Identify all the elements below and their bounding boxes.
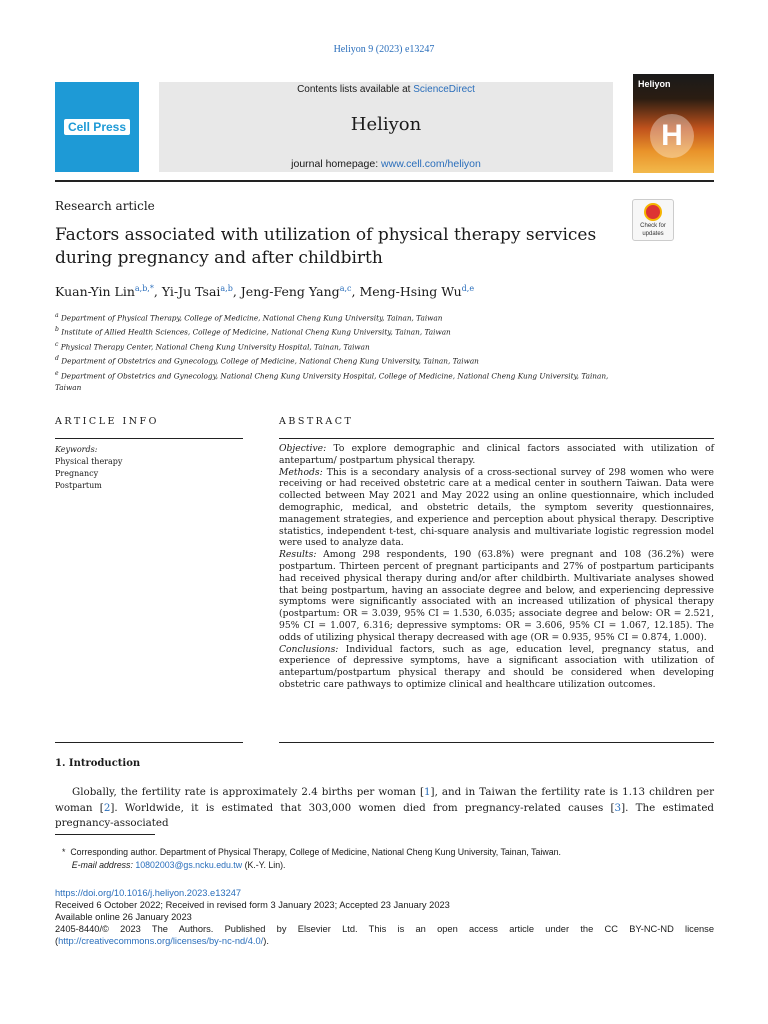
citation-link[interactable]: 1 [423,786,431,798]
contents-line [159,84,613,95]
license-close-paren: ). [263,936,269,946]
footnote-mark: * [62,847,66,857]
abstract-results [279,549,714,643]
affiliation-key: e [55,369,59,377]
intro-text-segment: Globally, the fertility rate is approximately 2.4 births per woman [ [72,786,424,798]
contents-prefix: Contents lists available at [297,84,414,95]
homepage-prefix: journal homepage: [291,158,382,170]
cover-letter: H [661,119,683,152]
license-link[interactable]: http://creativecommons.org/licenses/by-nc-nd/4.0/ [58,936,264,946]
author-name[interactable]: Kuan-Yin Lin [55,284,135,300]
email-label: E-mail address: [71,860,133,870]
journal-masthead [159,82,613,172]
check-updates-line2: updates [642,231,664,237]
footnote-divider [55,834,155,835]
cellpress-logo-text: Cell Press [64,119,130,135]
bookmark-icon [644,203,662,221]
affiliation-text: Department of Physical Therapy, College of Medicine, National Cheng Kung University, Tainan, Taiwan [60,313,443,323]
affiliation-text: Physical Therapy Center, National Cheng Kung University Hospital, Tainan, Taiwan [60,342,370,352]
keyword-item[interactable]: Postpartum [55,481,102,490]
affiliation-text: Institute of Allied Health Sciences, College of Medicine, National Cheng Kung University, Tainan, Taiwan [61,327,451,337]
check-updates-line1: Check for [640,223,666,229]
abstract-heading: ABSTRACT [279,416,354,427]
affiliation-item [55,310,615,324]
doi-link[interactable]: https://doi.org/10.1016/j.heliyon.2023.e13247 [55,888,242,898]
abstract-conclusions [279,644,714,691]
footnote-email-line [62,859,712,872]
license-link-line [55,935,714,947]
article-info-heading: ARTICLE INFO [55,416,159,427]
article-type: Research article [55,199,155,213]
article-title: Factors associated with utilization of physical therapy services during pregnancy and after childbirth [55,225,597,268]
affiliation-list [55,310,615,394]
abstract-label: Objective: [279,443,327,454]
keywords-block [55,444,122,492]
intro-text-segment: ], and in Taiwan the fertility rate is 1.13 children per woman [ [55,786,714,814]
footnote-corresponding [62,846,712,859]
affiliation-key: a [55,312,59,319]
affiliation-text: Department of Obstetrics and Gynecology, College of Medicine, National Cheng Kung University, Tainan, Taiwan [61,356,479,366]
affiliation-text: Department of Obstetrics and Gynecology, National Cheng Kung University Hospital, College of Medicine, National Cheng Kung University, Tainan, Taiwan [55,371,609,393]
abstract-label: Results: [279,549,317,561]
abstract-text: To explore demographic and clinical factors associated with utilization of antepartum/ postpartum physical therapy. [279,443,714,466]
homepage-line [159,158,613,170]
intro-text-segment: ]. Worldwide, it is estimated that 303,000 women died from pregnancy-related causes [ [110,801,615,814]
publication-info [55,887,714,947]
author-affiliation-marks[interactable]: a,b,* [134,284,154,293]
header-divider [55,180,714,182]
abstract-text: Among 298 respondents, 190 (63.8%) were pregnant and 108 (36.2%) were postpartum. Thirteen percent of pregnant participants and 27% of postpartum participants had received physical therapy during and/or after childbirth. Multivariate analyses showed that being postpartum, having an associate degree and below, and experiencing depressive symptoms were significantly associated with an increased utilization of physical therapy (postpartum: OR = 3.039, 95% CI = 1.530, 6.035; associate degree and below: OR = 2.521, 95% CI = 1.007, 6.316; depressive symptoms: OR = 3.606, 95% CI = 1.067, 12.185). The odds of utilizing physical therapy decreased with age (OR = 0.935, 95% CI = 0.874, 1.000). [279,549,714,643]
license-text: 2405-8440/© 2023 The Authors. Published by Elsevier Ltd. This is an open access article under the CC BY-NC-ND license [55,924,714,934]
citation-link[interactable]: 3 [614,801,622,814]
affiliation-item [55,353,615,367]
received-dates: Received 6 October 2022; Received in revised form 3 January 2023; Accepted 23 January 2023 [55,900,450,910]
intro-text-segment: ]. The estimated pregnancy-associated [55,801,714,829]
introduction-heading: 1. Introduction [55,758,141,769]
author-name[interactable]: Yi-Ju Tsai [161,284,221,300]
available-online: Available online 26 January 2023 [55,912,192,922]
journal-homepage-link[interactable]: www.cell.com/heliyon [381,158,481,170]
keyword-item[interactable]: Physical therapy [55,457,123,466]
author-affiliation-marks[interactable]: a,c [339,284,352,293]
email-suffix: (K.-Y. Lin). [244,860,286,870]
author-separator: , [351,284,360,300]
email-link[interactable]: 10802003@gs.ncku.edu.tw [135,860,243,870]
abstract-text: This is a secondary analysis of a cross-sectional survey of 298 women who were receiving or had received obstetric care at a medical center in southern Taiwan. Data were collected between May 2021 and May 2022 using an online questionnaire, which included demographic, medical, and obstetric details, the symptom severity questionnaires, management strategies, and experience and perception about physical therapy. Descriptive statistics, independent t-test, chi-square analysis and multivariate logistic regression model were used to analyze data. [279,466,714,549]
keyword-item[interactable]: Pregnancy [55,469,99,478]
journal-name: Heliyon [350,114,422,135]
abstract-label: Methods: [279,466,323,478]
license-open-paren: ( [55,936,59,946]
abstract-objective [279,443,714,467]
footnote-text: Corresponding author. Department of Physical Therapy, College of Medicine, National Cheng Kung University, Tainan, Taiwan. [70,847,561,857]
affiliation-item [55,324,615,338]
affiliation-item [55,339,615,353]
article-info-bottom-divider [55,742,243,743]
affiliation-key: c [55,340,59,348]
citation-link[interactable]: 2 [103,801,111,814]
author-affiliation-marks[interactable]: d,e [461,284,475,293]
keywords-label: Keywords: [55,445,98,454]
author-name[interactable]: Meng-Hsing Wu [359,284,462,300]
abstract-text: Individual factors, such as age, education level, pregnancy status, and experience of depressive symptoms, have a significant association with utilization of antepartum/postpartum physical therapy and should be considered when developing obstetric care pathways to optimize clinical and healthcare utilization outcomes. [279,643,714,690]
author-list [55,284,474,299]
introduction-paragraph [55,785,714,832]
journal-reference[interactable]: Heliyon 9 (2023) e13247 [333,44,435,55]
abstract-bottom-divider [279,742,714,743]
journal-cover-image[interactable] [633,74,714,173]
affiliation-key: b [55,326,59,334]
article-info-divider [55,438,243,439]
cellpress-logo[interactable] [55,82,139,172]
abstract-methods [279,467,714,550]
author-separator: , [153,284,162,300]
affiliation-key: d [55,355,59,363]
author-separator: , [232,284,241,300]
author-name[interactable]: Jeng-Feng Yang [240,284,340,300]
author-affiliation-marks[interactable]: a,b [220,284,233,293]
abstract-body [279,443,714,691]
abstract-label: Conclusions: [279,643,339,655]
abstract-divider [279,438,714,439]
affiliation-item [55,368,615,394]
cover-journal-name: Heliyon [638,79,671,89]
sciencedirect-link[interactable]: ScienceDirect [413,84,475,95]
check-for-updates-button[interactable] [632,199,674,241]
corresponding-author-footnote [62,846,712,872]
